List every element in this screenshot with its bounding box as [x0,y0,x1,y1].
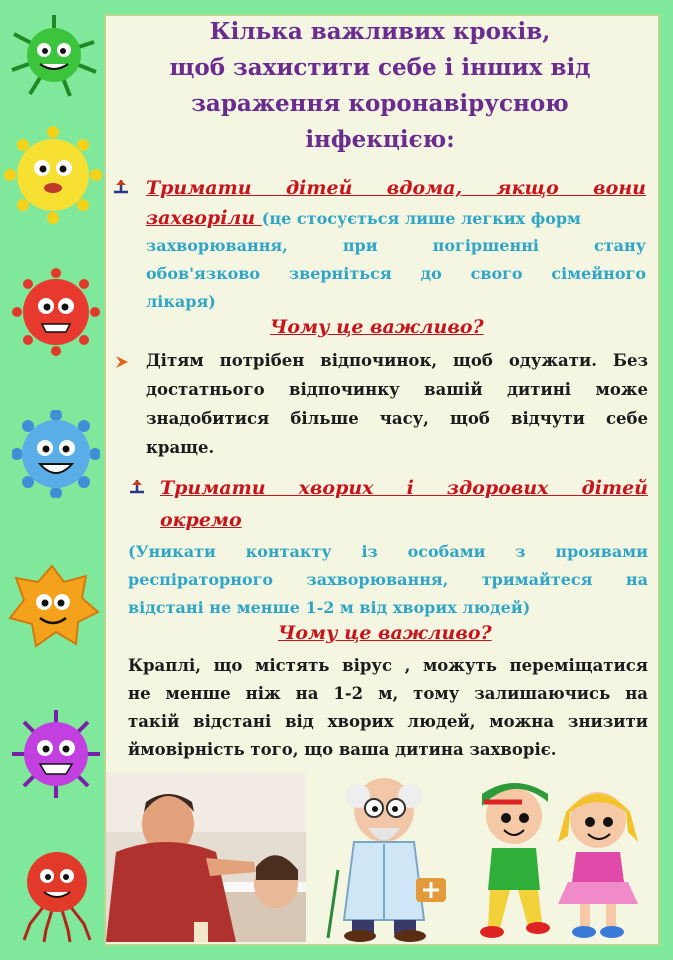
step2-heading: Тримати хворих і здорових дітей окремо [160,477,648,531]
children-cartoon [462,772,658,942]
step1-heading-continued: захворіли (це стосується лише легких форм [146,207,581,229]
virus-blue-icon [12,410,100,498]
virus-green-icon [6,12,102,98]
virus-red-spider-icon [14,844,100,944]
page-title: Кілька важливих кроків, щоб захистити себе і інших від зараження коронавірусною інфекцією: [169,18,591,153]
virus-red-icon [12,268,100,356]
step2-note: (Уникати контакту із особами з проявами респіраторного захворювання, тримайтеся на відстані не менше 1-2 м від хворих людей) [128,542,648,617]
why1-text: Дітям потрібен відпочинок, щоб одужати. Без достатнього відпочинку вашій дитині може знадобитися більше часу, щоб відчути себе краще. [146,351,648,457]
photo-father-sick-child [106,772,306,942]
why2-heading: Чому це важливо? [278,622,492,644]
virus-yellow-icon [4,126,102,224]
virus-orange-icon [2,560,102,650]
step1-heading: Тримати дітей вдома, якщо вони [146,177,646,199]
doctor-cartoon [318,770,454,942]
why2-text: Краплі, що містять вірус , можуть переміщатися не менше ніж на 1-2 м, тому залишаючись на такій відстані від хворих людей, можна знизити ймовірність того, що ваша дитина захворіє. [128,656,648,759]
virus-purple-icon [10,708,102,800]
bullet-arrow-icon [128,478,146,494]
step1-note: захворювання, при погіршенні стану обов'язково зверніться до свого сімейного лікаря) [146,236,646,311]
bullet-chevron-icon [114,354,130,370]
why1-heading: Чому це важливо? [270,316,484,338]
bullet-arrow-icon [112,178,130,194]
